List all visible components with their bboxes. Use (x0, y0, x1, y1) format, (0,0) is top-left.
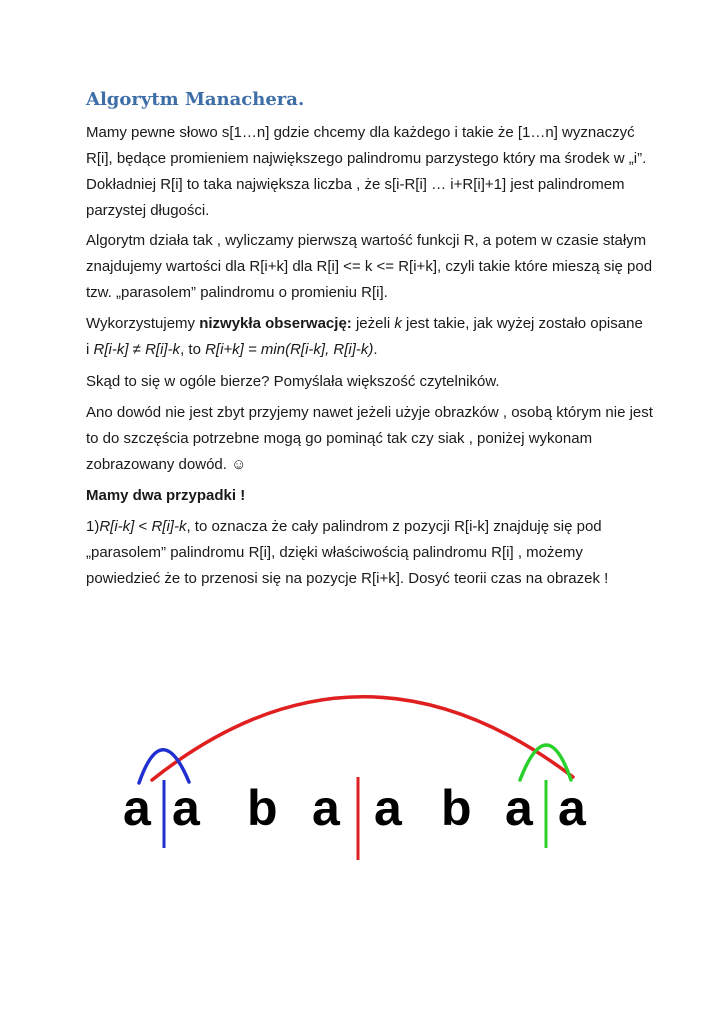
italic-text: R[i+k] = min(R[i-k], R[i]-k) (205, 341, 374, 358)
letter-5: a (374, 780, 402, 836)
paragraph-proof-intro (86, 400, 653, 478)
letter-4: a (312, 780, 340, 836)
text-run: . (373, 341, 378, 358)
letter-7: a (505, 780, 533, 836)
paragraph-algorithm (86, 228, 653, 306)
paragraph-cases-title (86, 483, 646, 509)
text-line: to do szczęścia potrzebne mogą go pominąć tak czy siak , poniżej wykonam (86, 430, 593, 447)
text-line: Mamy pewne słowo s[1…n] gdzie chcemy dla każdego i takie że [1…n] wyznaczyć (86, 124, 635, 141)
text-line: zobrazowany dowód. ☺ (86, 456, 247, 473)
letter-3: b (247, 780, 278, 836)
text-run: < (134, 518, 152, 535)
text-line: znajdujemy wartości dla R[i+k] dla R[i] <= k <= R[i+k], czyli takie które mieszą się pod (86, 258, 653, 275)
text-run: , to (180, 341, 206, 358)
text-line: parzystej długości. (86, 202, 210, 219)
right-small-arc (520, 745, 571, 780)
italic-text: R[i]-k (151, 518, 187, 535)
text-line: Dokładniej R[i] to taka największa liczba , że s[i-R[i] … i+R[i]+1] jest palindromem (86, 176, 625, 193)
text-run: jest takie, jak wyżej zostało opisane (401, 315, 643, 332)
text-line (86, 337, 646, 363)
paragraph-case-one (86, 514, 646, 592)
text-line: Skąd to się w ogóle bierze? Pomyślała większość czytelników. (86, 373, 500, 390)
paragraph-observation (86, 311, 646, 363)
large-palindrome-arc (152, 697, 573, 780)
text-run: i (86, 341, 94, 358)
bold-text: Mamy dwa przypadki ! (86, 487, 246, 504)
text-run: jeżeli (351, 315, 395, 332)
text-line: powiedzieć że to przenosi się na pozycje R[i+k]. Dosyć teorii czas na obrazek ! (86, 570, 609, 587)
left-small-arc (139, 750, 189, 783)
text-line: Algorytm działa tak , wyliczamy pierwszą wartość funkcji R, a potem w czasie stałym (86, 232, 647, 249)
paragraph-question (86, 369, 646, 395)
letter-2: a (172, 780, 200, 836)
text-line: R[i], będące promieniem największego palindromu parzystego który ma środek w „i”. (86, 150, 647, 167)
italic-text: R[i-k] ≠ R[i]-k (93, 341, 181, 358)
text-run: , to oznacza że cały palindrom z pozycji R[i-k] znajduję się pod (186, 518, 602, 535)
text-line: „parasolem” palindromu R[i], dzięki właściwością palindromu R[i] , możemy (86, 544, 583, 561)
bold-text: nizwykła obserwację: (199, 315, 352, 332)
text-line: tzw. „parasolem” palindromu o promieniu R[i]. (86, 284, 388, 301)
italic-text: R[i-k] (99, 518, 135, 535)
page-heading: Algorytm Manachera. (86, 89, 305, 110)
text-line: Ano dowód nie jest zbyt przyjemy nawet jeżeli użyje obrazków , osobą którym nie jest (86, 404, 653, 421)
text-run: Wykorzystujemy (86, 315, 200, 332)
paragraph-definition (86, 120, 646, 224)
text-line (86, 514, 646, 540)
palindrome-figure (0, 655, 725, 870)
italic-text: k (394, 315, 402, 332)
letter-1: a (123, 780, 151, 836)
letter-6: b (441, 780, 472, 836)
text-line (86, 311, 646, 337)
text-run: 1) (86, 518, 100, 535)
letter-8: a (558, 780, 586, 836)
